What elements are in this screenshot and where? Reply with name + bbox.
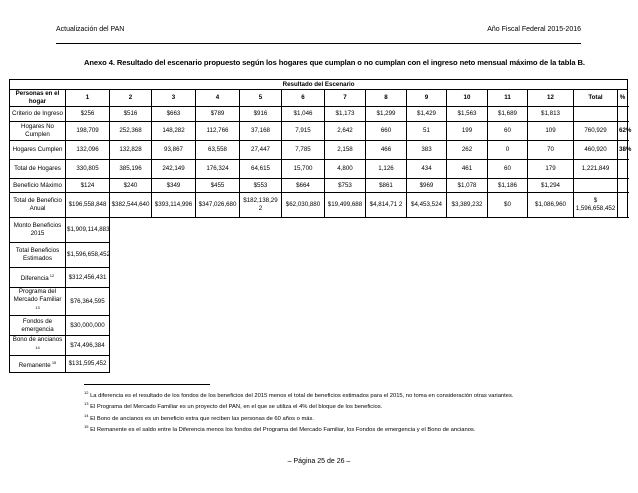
table-cell: 385,196 [110, 160, 152, 179]
table-cell: 7,785 [282, 141, 325, 160]
footnote-text: El Bono de ancianos es un beneficio extra que reciben las personas de 60 años o más. [88, 415, 315, 422]
table-cell: 109 [528, 122, 574, 141]
table-cell: $1,186 [488, 179, 528, 193]
table-cell: 38% [618, 141, 628, 160]
table-cell: $969 [407, 179, 447, 193]
table-cell: 660 [366, 122, 407, 141]
row-label: Beneficio Máximo [10, 179, 66, 193]
table-cell: $1,078 [447, 179, 488, 193]
table-cell: 112,766 [196, 122, 240, 141]
footnote-text: El Programa del Mercado Familiar es un proyecto del PAN, en el que se utiliza el 4% del bloque de los beneficios. [88, 404, 383, 411]
scenario-table [9, 79, 632, 373]
table-cell: $753 [325, 179, 366, 193]
table-cell [618, 193, 628, 218]
summary-value: $1,596,658,452 [66, 243, 110, 268]
summary-label-text: Total Beneficios Estimados [15, 247, 60, 262]
summary-row [10, 243, 628, 268]
summary-label [10, 288, 66, 316]
footnote-ref: 12 [48, 272, 55, 278]
table-cell: $4,453,524 [407, 193, 447, 218]
header-divider [56, 43, 581, 44]
header-right: Año Fiscal Federal 2015-2016 [487, 26, 581, 33]
table-cell: $347,026,680 [196, 193, 240, 218]
table-cell: 60 [488, 160, 528, 179]
summary-label-text: Diferencia [20, 275, 49, 283]
table-cell: $1,689 [488, 107, 528, 122]
footnote-number: 14 [84, 412, 89, 418]
table-cell: 242,149 [152, 160, 196, 179]
table-cell: $196,558,848 [66, 193, 110, 218]
summary-label-text: Remanente [18, 361, 51, 369]
table-cell: $62,030,880 [282, 193, 325, 218]
table-cell: $1,299 [366, 107, 407, 122]
summary-label-text: Bono de ancianos [12, 336, 63, 344]
table-cell: 70 [528, 141, 574, 160]
header-col: 3 [152, 90, 196, 107]
row-label: Hogares Cumplen [10, 141, 66, 160]
table-cell: 37,168 [240, 122, 282, 141]
table-cell: $19,499,688 [325, 193, 366, 218]
footnote [84, 400, 544, 411]
table-cell: $182,138,29 2 [240, 193, 282, 218]
footnote-ref: 13 [35, 305, 40, 310]
table-cell: $455 [196, 179, 240, 193]
table-cell: 15,700 [282, 160, 325, 179]
table-cell: $4,814,71 2 [366, 193, 407, 218]
summary-blank [110, 288, 628, 316]
table-cell: 2,158 [325, 141, 366, 160]
table-cell: $789 [196, 107, 240, 122]
footnote [84, 389, 544, 400]
table-cell: 179 [528, 160, 574, 179]
summary-row [10, 336, 628, 356]
table-cell: 0 [488, 141, 528, 160]
footnote [84, 423, 544, 434]
table-cell: $516 [110, 107, 152, 122]
summary-label [10, 243, 66, 268]
summary-blank [110, 336, 628, 356]
table-cell: 62% [618, 122, 628, 141]
table-cell: 1,126 [366, 160, 407, 179]
table-cell: $553 [240, 179, 282, 193]
table-cell: 132,828 [110, 141, 152, 160]
row-label: Total de Beneficio Anual [10, 193, 66, 218]
header-col: 6 [282, 90, 325, 107]
summary-label-text: Fondos de emergencia [21, 317, 54, 333]
summary-blank [110, 356, 628, 373]
table-cell: 60 [488, 122, 528, 141]
table-caption: Resultado del Escenario [10, 80, 628, 90]
table-cell [574, 107, 618, 122]
table-cell: 199 [447, 122, 488, 141]
footnote-number: 15 [84, 423, 89, 429]
summary-value: $312,456,431 [66, 268, 110, 288]
summary-value: $76,364,595 [66, 288, 110, 316]
table-cell: 176,324 [196, 160, 240, 179]
table-cell: 460,920 [574, 141, 618, 160]
footnote [84, 412, 544, 423]
table-cell: 148,282 [152, 122, 196, 141]
table-cell [618, 160, 628, 179]
table-cell [618, 179, 628, 193]
table-cell: $664 [282, 179, 325, 193]
header-col: 5 [240, 90, 282, 107]
row-total-hogares [10, 160, 628, 179]
table-cell: 466 [366, 141, 407, 160]
table-cell: $1,086,960 [528, 193, 574, 218]
summary-label [10, 316, 66, 336]
table-cell: 330,805 [66, 160, 110, 179]
footnote-ref: 14 [35, 345, 40, 351]
table-cell: 4,800 [325, 160, 366, 179]
footnote-number: 12 [84, 390, 89, 395]
table-cell: $861 [366, 179, 407, 193]
table-cell: 27,447 [240, 141, 282, 160]
summary-value: $30,000,000 [66, 316, 110, 336]
footnote-ref: 15 [50, 359, 57, 365]
summary-value: $131,595,452 [66, 356, 110, 373]
table-cell: $124 [66, 179, 110, 193]
summary-label [10, 218, 66, 243]
row-no-cumplen [10, 122, 628, 141]
table-cell: 7,915 [282, 122, 325, 141]
table-cell: 2,642 [325, 122, 366, 141]
table-cell: $240 [110, 179, 152, 193]
summary-row [10, 356, 628, 373]
table-cell: 132,096 [66, 141, 110, 160]
table-cell: 434 [407, 160, 447, 179]
summary-blank [110, 218, 628, 243]
row-total-beneficio [10, 193, 628, 218]
summary-blank [110, 316, 628, 336]
table-cell: 760,929 [574, 122, 618, 141]
table-cell: 1,221,849 [574, 160, 618, 179]
row-label: Hogares No Cumplen [10, 122, 66, 141]
summary-row [10, 218, 628, 243]
table-cell: $1,563 [447, 107, 488, 122]
table-cell: $1,046 [282, 107, 325, 122]
table-cell: 64,615 [240, 160, 282, 179]
table-cell [618, 107, 628, 122]
table-cell: $916 [240, 107, 282, 122]
footnote-divider [84, 384, 210, 385]
table-cell [574, 179, 618, 193]
table-cell: $1,294 [528, 179, 574, 193]
summary-label [10, 268, 66, 288]
header-col: 11 [488, 90, 528, 107]
footnote-text: El Remanente es el saldo entre la Diferencia menos los fondos del Programa del Mercado Familiar, los Fondos de emergencia y el Bono de ancianos. [88, 426, 476, 433]
summary-blank [110, 243, 628, 268]
table-cell: 461 [447, 160, 488, 179]
header-col: 1 [66, 90, 110, 107]
table-cell: $3,389,232 [447, 193, 488, 218]
row-label: Criterio de Ingreso [10, 107, 66, 122]
table-cell: $1,429 [407, 107, 447, 122]
table-cell: 63,558 [196, 141, 240, 160]
header-personas: Personas en el hogar [10, 90, 66, 107]
header-col: Total [574, 90, 618, 107]
table-cell: 198,709 [66, 122, 110, 141]
summary-row [10, 316, 628, 336]
table-cell: $256 [66, 107, 110, 122]
summary-label [10, 356, 66, 373]
header-col: 9 [407, 90, 447, 107]
header-col: % [618, 90, 628, 107]
row-beneficio-max [10, 179, 628, 193]
header-col: 12 [528, 90, 574, 107]
row-cumplen [10, 141, 628, 160]
header-col: 7 [325, 90, 366, 107]
footnote-text: La diferencia es el resultado de los fondos de los beneficios del 2015 menos el total de beneficios estimados para el 2015, no toma en consideración otras variantes. [88, 392, 514, 399]
table-cell: 93,867 [152, 141, 196, 160]
summary-label-text: Monto Beneficios 2015 [13, 222, 62, 237]
summary-row [10, 288, 628, 316]
header-col: 8 [366, 90, 407, 107]
summary-label [10, 336, 66, 356]
footnote-number: 13 [84, 401, 89, 407]
table-cell: $1,813 [528, 107, 574, 122]
page-number: – Página 25 de 26 – [287, 458, 351, 465]
table-cell: $382,544,640 [110, 193, 152, 218]
summary-value: $1,909,114,883 [66, 218, 110, 243]
footnotes [84, 389, 544, 434]
row-criterio [10, 107, 628, 122]
table-cell: $349 [152, 179, 196, 193]
table-cell: 51 [407, 122, 447, 141]
table-cell: $393,114,996 [152, 193, 196, 218]
table-cell: $ 1,596,658,452 [574, 193, 618, 218]
header-col: 2 [110, 90, 152, 107]
header-left: Actualización del PAN [56, 26, 125, 33]
summary-label-text: Programa del Mercado Familiar [13, 288, 62, 303]
table-header-row [10, 90, 628, 107]
header-col: 4 [196, 90, 240, 107]
table-cell: 383 [407, 141, 447, 160]
table-cell: 262 [447, 141, 488, 160]
summary-value: $74,496,384 [66, 336, 110, 356]
table-caption-row [10, 80, 628, 90]
header-col: 10 [447, 90, 488, 107]
table-cell: $0 [488, 193, 528, 218]
row-label: Total de Hogares [10, 160, 66, 179]
table-cell: 252,368 [110, 122, 152, 141]
summary-row [10, 268, 628, 288]
table-cell: $663 [152, 107, 196, 122]
annex-title: Anexo 4. Resultado del escenario propuesto según los hogares que cumplan o no cumplan con el ingreso neto mensual máximo de la tabla B. [84, 58, 585, 67]
table-cell: $1,173 [325, 107, 366, 122]
summary-blank [110, 268, 628, 288]
